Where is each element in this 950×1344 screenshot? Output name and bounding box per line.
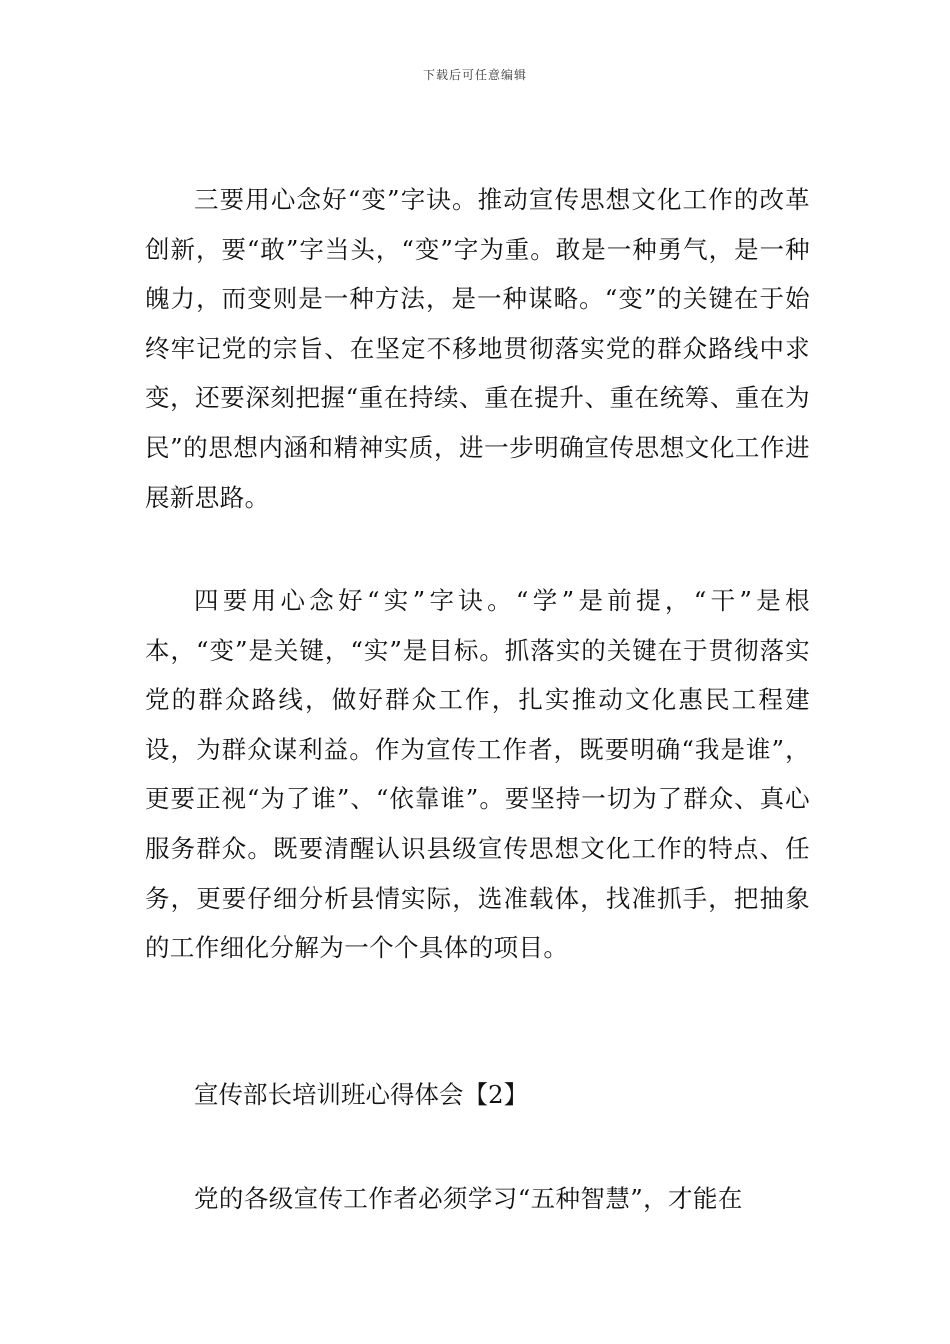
paragraph-bian: 三要用心念好“变”字诀。推动宣传思想文化工作的改革创新，要“敢”字当头，“变”字为重。敢是一种勇气，是一种魄力，而变则是一种方法，是一种谋略。“变”的关键在于始终牢记党的宗旨、在坚定不移地贯彻落实党的群众路线中求变，还要深刻把握“重在持续、重在提升、重在统筹、重在为民”的思想内涵和精神实质，进一步明确宣传思想文化工作进展新思路。: [145, 185, 810, 512]
page-header: 下载后可任意编辑: [422, 68, 527, 82]
paragraph-wisdom: 党的各级宣传工作者必须学习“五种智慧”，才能在: [194, 1184, 743, 1213]
paragraph-shi: 四要用心念好“实”字诀。“学”是前提，“干”是根本，“变”是关键，“实”是目标。抓落实的关键在于贯彻落实党的群众路线，做好群众工作，扎实推动文化惠民工程建设，为群众谋利益。作为宣传工作者，既要明确“我是谁”，更要正视“为了谁”、“依靠谁”。要坚持一切为了群众、真心服务群众。既要清醒认识县级宣传思想文化工作的特点、任务，更要仔细分析县情实际，选准载体，找准抓手，把抽象的工作细化分解为一个个具体的项目。: [145, 586, 810, 963]
section-heading: 宣传部长培训班心得体会【2】: [194, 1080, 529, 1109]
